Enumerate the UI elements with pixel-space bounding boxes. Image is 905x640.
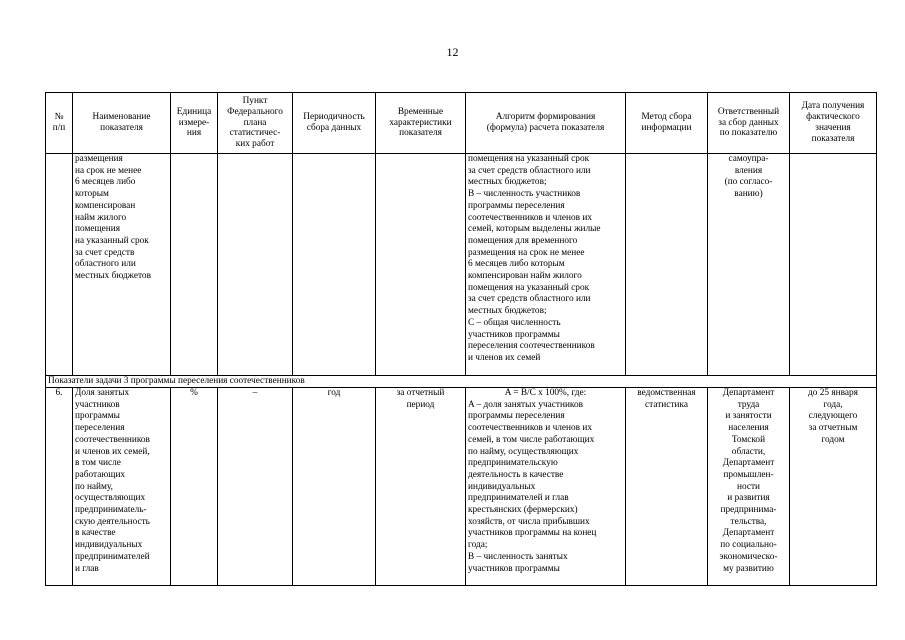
- cell-periodicity: год: [293, 388, 376, 586]
- cell-responsible: Департамент труда и занятости населения Томской области, Департамент промышлен- ности и развития предпринима- тельства, Департамент по социально- экономическо- му развитию: [708, 388, 790, 586]
- cell-name: размещения на срок не менее 6 месяцев либо которым компенсирован найм жилого помещения на указанный срок за счет средств областного или местных бюджетов: [73, 154, 171, 376]
- algorithm-text: A – доля занятых участников программы переселения соотечественников и членов их семей, в том числе работающих по найму, осуществляющих предпринимательскую деятельность в качестве индивидуальных предпринимателей и глав крестьянских (фермерских) хозяйств, от числа прибывших участников программы на конец года; B – численность занятых участников программы: [468, 399, 597, 574]
- header-plan-item: Пункт Федерального плана статистичес- ких работ: [218, 93, 293, 154]
- table-row-continued: [46, 154, 877, 376]
- header-responsible: Ответственный за сбор данных по показателю: [708, 93, 790, 154]
- header-periodicity: Периодичность сбора данных: [293, 93, 376, 154]
- header-num: № п/п: [46, 93, 73, 154]
- cell-time-characteristics: [376, 154, 466, 376]
- cell-method: [626, 154, 708, 376]
- cell-algorithm: [466, 388, 626, 586]
- cell-time-characteristics: за отчетный период: [376, 388, 466, 586]
- section-title: Показатели задачи 3 программы переселения соотечественников: [46, 376, 877, 388]
- cell-num: [46, 154, 73, 376]
- cell-name: Доля занятых участников программы переселения соотечественников и членов их семей, в том числе работающих по найму, осуществляющих предпринимatель- скую деятельность в качестве индивидуальных предпринимателей и глав: [73, 388, 171, 586]
- header-algorithm: Алгоритм формирования (формула) расчета показателя: [466, 93, 626, 154]
- cell-algorithm: помещения на указанный срок за счет средств областного или местных бюджетов; B – численность участников программы переселения соотечественников и членов их семей, которым выделены жилые помещения для временного размещения на срок не менее 6 месяцев либо которым компенсирован найм жилого помещения на указанный срок за счет средств областного или местных бюджетов; C – общая численность участников программы переселения соотечественников и членов их семей: [466, 154, 626, 376]
- cell-responsible: самоупра- вления (по согласо- ванию): [708, 154, 790, 376]
- cell-date: [790, 154, 877, 376]
- header-row: [46, 93, 877, 154]
- cell-periodicity: [293, 154, 376, 376]
- table-row-6: [46, 388, 877, 586]
- header-method: Метод сбора информации: [626, 93, 708, 154]
- header-unit: Единица измере- ния: [171, 93, 218, 154]
- cell-plan-item: –: [218, 388, 293, 586]
- header-date: Дата получения фактического значения показателя: [790, 93, 877, 154]
- cell-date: до 25 января года, следующего за отчетным годом: [790, 388, 877, 586]
- cell-unit: [171, 154, 218, 376]
- header-name: Наименование показателя: [73, 93, 171, 154]
- cell-method: ведомственная статистика: [626, 388, 708, 586]
- cell-plan-item: [218, 154, 293, 376]
- indicators-table: [45, 92, 877, 586]
- cell-num: 6.: [46, 388, 73, 586]
- section-row: [46, 376, 877, 388]
- formula: A = B/C x 100%, где:: [504, 388, 587, 398]
- page-number: 12: [446, 45, 459, 59]
- header-time-characteristics: Временные характеристики показателя: [376, 93, 466, 154]
- cell-unit: %: [171, 388, 218, 586]
